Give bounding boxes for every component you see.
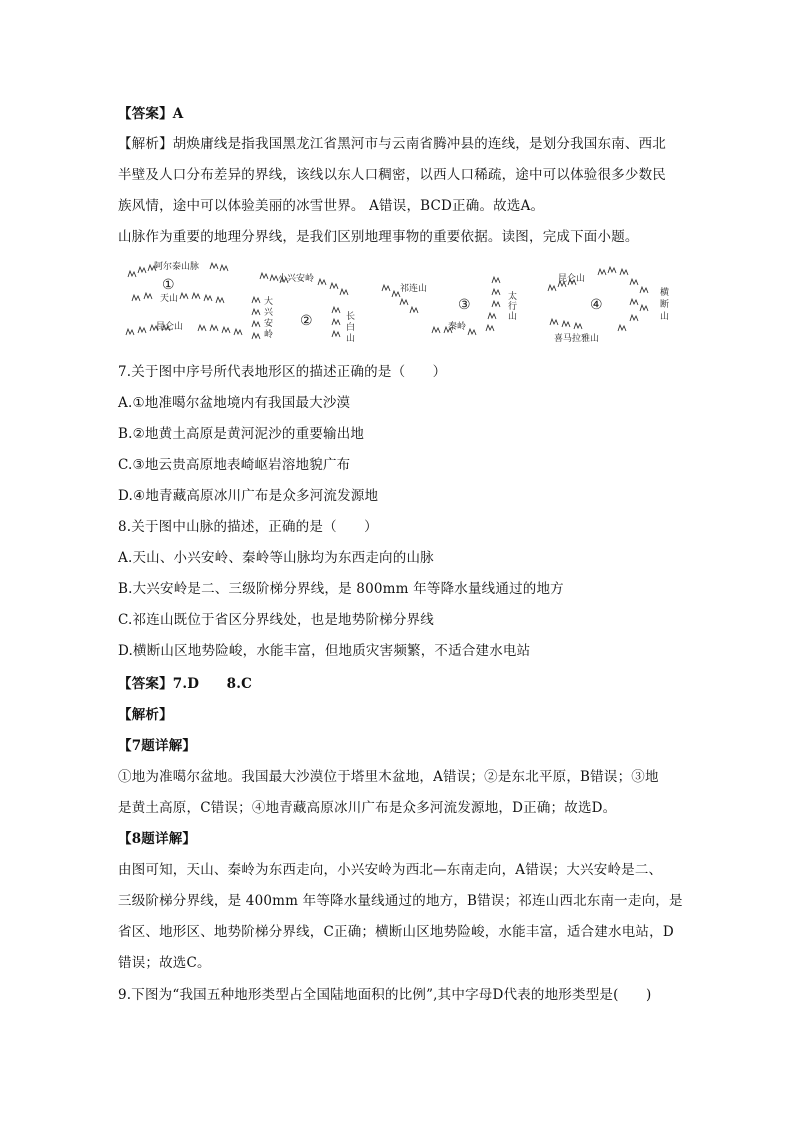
question-7-detail-heading: 【7题详解】 (118, 738, 197, 754)
analysis-6-line-3: 族风情，途中可以体验美丽的冰雪世界。 A错误，BCD正确。故选A。 (118, 198, 545, 214)
map-panel-2 (252, 272, 355, 344)
label-hengduan-2: 断 (660, 300, 670, 310)
question-7-option-a: A.①地准噶尔盆地境内有我国最大沙漠 (118, 395, 351, 411)
region-number-2: ② (300, 313, 313, 329)
label-taihang-2: 行 (508, 302, 518, 312)
label-changbai-2: 白 (346, 323, 356, 333)
label-greater-khingan-3: 安 (264, 319, 274, 329)
label-greater-khingan-2: 兴 (264, 308, 274, 318)
region-number-4: ④ (590, 297, 603, 313)
question-8: 8.关于图中山脉的描述，正确的是（ ） (118, 519, 378, 535)
label-qilian: 祁连山 (400, 284, 428, 294)
mountain-range-glyphs (126, 263, 242, 335)
question-8-option-b: B.大兴安岭是二、三级阶梯分界线，是 800mm 年等降水量线通过的地方 (118, 581, 564, 597)
question-8-detail-line-3: 省区、地形区、地势阶梯分界线，C正确；横断山区地势险峻，水能丰富，适合建水电站，D (118, 924, 674, 940)
label-himalaya: 喜马拉雅山 (554, 334, 600, 344)
label-hengduan-3: 山 (660, 312, 670, 322)
question-7: 7.关于图中序号所代表地形区的描述正确的是（ ） (118, 364, 447, 380)
question-7-option-b: B.②地黄土高原是黄河泥沙的重要输出地 (118, 426, 365, 442)
label-changbai-1: 长 (346, 312, 356, 322)
label-changbai-3: 山 (346, 334, 356, 344)
analysis-6-line-2: 半壁及人口分布差异的界线，该线以东人口稠密，以西人口稀疏，途中可以体验很多少数民 (118, 167, 666, 183)
label-taihang-1: 太 (508, 292, 518, 302)
question-8-detail-heading: 【8题详解】 (118, 831, 197, 847)
question-8-detail-line-2: 三级阶梯分界线，是 400mm 年等降水量线通过的地方，B错误；祁连山西北东南一走向，是 (118, 893, 683, 909)
label-greater-khingan-4: 岭 (264, 330, 274, 340)
map-panel-3 (382, 277, 517, 335)
question-9: 9.下图为“我国五种地形类型占全国陆地面积的比例”,其中字母D代表的地形类型是( ) (118, 987, 652, 1003)
label-taihang-3: 山 (508, 312, 518, 322)
question-7-detail-line-2: 是黄土高原，C错误；④地青藏高原冰川广布是众多河流发源地，D正确；故选D。 (118, 800, 617, 816)
answer-6-line: 【答案】A (118, 106, 184, 122)
label-kunlun-1: 昆仑山 (156, 322, 184, 332)
label-greater-khingan-1: 大 (264, 297, 274, 307)
reading-instruction: 山脉作为重要的地理分界线，是我们区别地理事物的重要依据。读图，完成下面小题。 (118, 229, 639, 245)
question-8-detail-line-1: 由图可知，天山、秦岭为东西走向，小兴安岭为西北—东南走向，A错误；大兴安岭是二、 (118, 862, 663, 878)
question-7-detail-line-1: ①地为准噶尔盆地。我国最大沙漠位于塔里木盆地，A错误；②是东北平原，B错误；③地 (118, 769, 659, 785)
label-altai-mountains: 阿尔泰山脉 (154, 262, 200, 272)
map-panel-4 (548, 267, 669, 344)
label-hengduan-1: 横 (660, 288, 670, 298)
label-lesser-khingan: 小兴安岭 (278, 274, 315, 284)
map-panel-1 (126, 260, 242, 335)
region-number-1: ① (162, 277, 175, 293)
question-7-option-d: D.④地青藏高原冰川广布是众多河流发源地 (118, 488, 379, 504)
region-number-3: ③ (458, 297, 471, 313)
question-8-option-d: D.横断山区地势险峻，水能丰富，但地质灾害频繁，不适合建水电站 (118, 643, 531, 659)
question-8-detail-line-4: 错误；故选C。 (118, 955, 211, 971)
label-kunlun-2: 昆仑山 (558, 274, 586, 284)
label-tianshan: 天山 (160, 294, 179, 304)
analysis-6-line-1: 【解析】胡焕庸线是指我国黑龙江省黑河市与云南省腾冲县的连线，是划分我国东南、西北 (118, 136, 666, 152)
label-qinling: 秦岭 (448, 322, 467, 332)
mountain-map-figure (118, 257, 688, 347)
question-8-option-c: C.祁连山既位于省区分界线处，也是地势阶梯分界线 (118, 612, 434, 628)
analysis-heading: 【解析】 (118, 707, 173, 723)
question-7-option-c: C.③地云贵高原地表崎岖岩溶地貌广布 (118, 457, 351, 473)
answer-7-8: 【答案】7.D 8.C (118, 676, 253, 692)
question-8-option-a: A.天山、小兴安岭、秦岭等山脉均为东西走向的山脉 (118, 550, 434, 566)
